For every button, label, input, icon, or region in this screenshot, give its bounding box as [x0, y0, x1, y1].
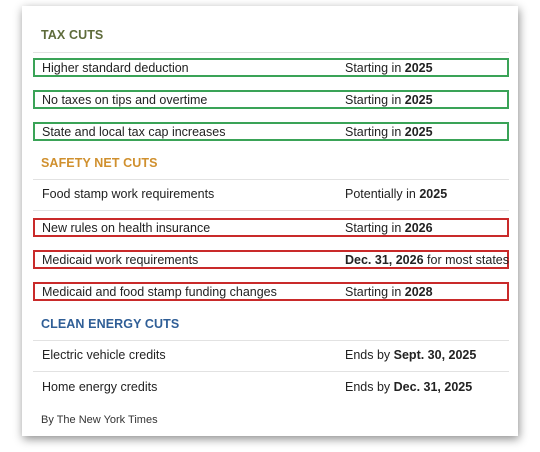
- safety-net-cuts-heading: SAFETY NET CUTS: [41, 156, 158, 170]
- row-timing: Potentially in 2025: [345, 187, 448, 201]
- safety-row-health-insurance: [33, 218, 509, 237]
- safety-row-food-stamp-work: [33, 185, 509, 204]
- energy-row-ev-credits: [33, 346, 509, 365]
- row-label: State and local tax cap increases: [42, 125, 226, 139]
- row-timing: Dec. 31, 2026 for most states: [345, 253, 509, 267]
- divider: [33, 340, 509, 341]
- divider: [33, 179, 509, 180]
- row-label: No taxes on tips and overtime: [42, 93, 208, 107]
- tax-row-standard-deduction: [33, 58, 509, 77]
- clean-energy-cuts-heading: CLEAN ENERGY CUTS: [41, 317, 180, 331]
- row-label: Home energy credits: [42, 380, 158, 394]
- policy-timeline-card: [22, 6, 518, 436]
- row-timing: Starting in 2025: [345, 125, 433, 139]
- row-timing: Starting in 2028: [345, 285, 433, 299]
- row-label: Medicaid and food stamp funding changes: [42, 285, 277, 299]
- row-timing: Starting in 2025: [345, 61, 433, 75]
- row-label: Electric vehicle credits: [42, 348, 166, 362]
- row-label: New rules on health insurance: [42, 221, 211, 235]
- row-label: Food stamp work requirements: [42, 187, 215, 201]
- row-timing: Ends by Sept. 30, 2025: [345, 348, 477, 362]
- row-timing: Starting in 2026: [345, 221, 433, 235]
- source-credit: By The New York Times: [41, 414, 158, 426]
- row-label: Medicaid work requirements: [42, 253, 199, 267]
- divider: [33, 52, 509, 53]
- safety-row-medicaid-work: [33, 250, 509, 269]
- row-timing: Ends by Dec. 31, 2025: [345, 380, 473, 394]
- divider: [33, 371, 509, 372]
- row-timing: Starting in 2025: [345, 93, 433, 107]
- tax-row-salt-cap: [33, 122, 509, 141]
- energy-row-home-credits: [33, 378, 509, 397]
- tax-row-tips-overtime: [33, 90, 509, 109]
- tax-cuts-heading: TAX CUTS: [41, 28, 104, 42]
- divider: [33, 210, 509, 211]
- row-label: Higher standard deduction: [42, 61, 189, 75]
- safety-row-funding-changes: [33, 282, 509, 301]
